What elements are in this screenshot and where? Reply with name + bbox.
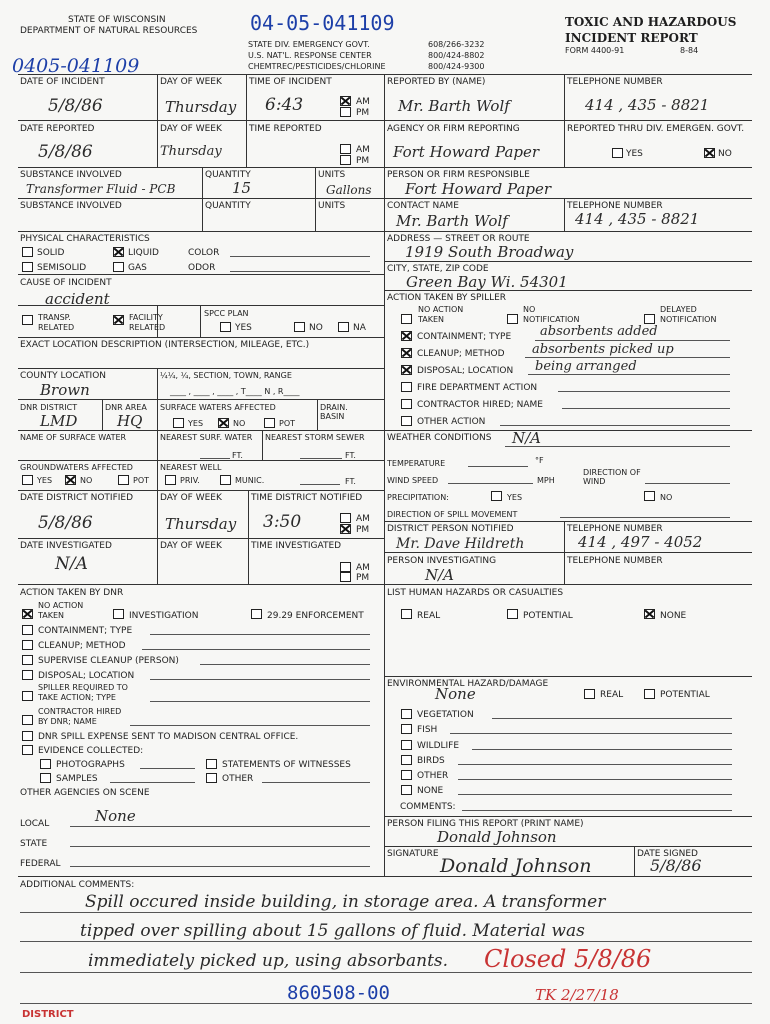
label-surface-water-name: NAME OF SURFACE WATER <box>20 433 127 442</box>
precip-no-checkbox[interactable] <box>644 491 655 501</box>
label-reported-by: REPORTED BY (NAME) <box>387 77 486 87</box>
label-county: COUNTY LOCATION <box>20 371 107 381</box>
semisolid-label: SEMISOLID <box>37 263 87 273</box>
form-title-2: INCIDENT REPORT <box>565 31 698 45</box>
comment-line-3: immediately picked up, using absorbants. <box>88 951 449 971</box>
investigation-checkbox[interactable] <box>113 609 124 619</box>
photographs-label: PHOTOGRAPHS <box>56 760 125 770</box>
label-cause: CAUSE OF INCIDENT <box>20 278 112 288</box>
evidence-label: EVIDENCE COLLECTED: <box>38 746 144 756</box>
am-checkbox-district[interactable] <box>340 513 351 523</box>
well-priv-label: PRIV. <box>180 476 200 485</box>
ground-pot-label: POT <box>133 476 150 485</box>
label-exact-location: EXACT LOCATION DESCRIPTION (INTERSECTION, MILEAGE, ETC.) <box>20 340 310 350</box>
supervise-cleanup-label: SUPERVISE CLEANUP (PERSON) <box>38 656 179 666</box>
form-date: 8-84 <box>680 46 699 55</box>
time-incident-value: 6:43 <box>265 95 304 115</box>
address-value: 1919 South Broadway <box>405 243 574 261</box>
fish-checkbox[interactable] <box>401 724 412 734</box>
contact-line-2: U.S. NAT'L. RESPONSE CENTER <box>248 51 372 60</box>
label-drain-basin: DRAIN. BASIN <box>320 403 348 421</box>
semisolid-checkbox[interactable] <box>22 262 33 272</box>
bottom-number-stamp: 860508-00 <box>287 982 390 1004</box>
dnr-expense-checkbox[interactable] <box>22 731 33 741</box>
surface-no-checkbox[interactable] <box>218 418 229 428</box>
evidence-other-checkbox[interactable] <box>206 773 217 783</box>
label-temperature: TEMPERATURE <box>387 459 446 468</box>
evidence-checkbox[interactable] <box>22 745 33 755</box>
containment-label: CONTAINMENT; TYPE <box>417 332 512 342</box>
label-federal: FEDERAL <box>20 859 61 869</box>
label-action-spiller: ACTION TAKEN BY SPILLER <box>387 293 507 303</box>
well-priv-checkbox[interactable] <box>165 475 176 485</box>
dnr-cleanup-checkbox[interactable] <box>22 640 33 650</box>
label-nearest-surf: NEAREST SURF. WATER <box>160 433 253 442</box>
label-env-hazard: ENVIRONMENTAL HAZARD/DAMAGE <box>387 679 549 689</box>
reported-by-value: Mr. Barth Wolf <box>398 97 510 115</box>
label-day-week-4: DAY OF WEEK <box>160 541 222 551</box>
human-none-label: NONE <box>660 611 687 621</box>
label-telephone-4: TELEPHONE NUMBER <box>567 556 663 566</box>
day-reported-value: Thursday <box>160 144 222 159</box>
label-quantity: QUANTITY <box>205 170 251 180</box>
label-units-2: UNITS <box>318 201 346 211</box>
env-potential-label: POTENTIAL <box>660 690 710 700</box>
time-district-notified-value: 3:50 <box>263 512 302 532</box>
contractor-dnr-label-2: BY DNR; NAME <box>38 717 97 726</box>
human-potential-checkbox[interactable] <box>507 609 518 619</box>
human-real-label: REAL <box>417 611 441 621</box>
facility-label-1: FACILITY <box>129 313 163 322</box>
birds-checkbox[interactable] <box>401 755 412 765</box>
spiller-no-action-checkbox[interactable] <box>401 314 412 324</box>
label-day-week-3: DAY OF WEEK <box>160 493 222 503</box>
precip-no-label: NO <box>660 493 673 502</box>
label-time-reported: TIME REPORTED <box>249 124 322 134</box>
div-emerg-no-checkbox[interactable] <box>704 148 715 158</box>
dnr-district-value: LMD <box>40 412 78 430</box>
label-person-responsible: PERSON OR FIRM RESPONSIBLE <box>387 170 530 180</box>
label-district-person: DISTRICT PERSON NOTIFIED <box>387 524 514 534</box>
surface-pot-label: POT <box>279 419 296 428</box>
other-action-label: OTHER ACTION <box>417 417 486 427</box>
env-real-checkbox[interactable] <box>584 689 595 699</box>
pm-label-4: PM <box>356 573 370 583</box>
label-units: UNITS <box>318 170 346 180</box>
containment-value: absorbents added <box>540 324 658 339</box>
env-other-label: OTHER <box>417 771 449 781</box>
fire-dept-label: FIRE DEPARTMENT ACTION <box>417 383 538 393</box>
ft-label-2: FT. <box>345 451 356 460</box>
solid-checkbox[interactable] <box>22 247 33 257</box>
spcc-yes-checkbox[interactable] <box>220 322 231 332</box>
label-surface-waters: SURFACE WATERS AFFECTED <box>160 403 276 412</box>
facility-label-2: RELATED <box>129 323 166 332</box>
am-label-2: AM <box>356 145 370 155</box>
env-hazard-value: None <box>435 685 476 703</box>
am-checkbox-investigated[interactable] <box>340 562 351 572</box>
agency-value: Fort Howard Paper <box>393 143 540 161</box>
label-other-agencies: OTHER AGENCIES ON SCENE <box>20 788 150 798</box>
cause-value: accident <box>45 290 110 308</box>
ground-yes-label: YES <box>37 476 53 485</box>
ground-pot-checkbox[interactable] <box>118 475 129 485</box>
spcc-na-checkbox[interactable] <box>338 322 349 332</box>
district-footer: DISTRICT <box>22 1009 74 1020</box>
statements-label: STATEMENTS OF WITNESSES <box>222 760 351 770</box>
ft-label-3: FT. <box>345 477 356 486</box>
spiller-required-label-2: TAKE ACTION; TYPE <box>38 693 116 702</box>
pm-checkbox-reported[interactable] <box>340 155 351 165</box>
label-groundwater: GROUNDWATERS AFFECTED <box>20 463 133 472</box>
fish-label: FISH <box>417 725 438 735</box>
dnr-containment-label: CONTAINMENT; TYPE <box>38 626 133 636</box>
phone-district-value: 414 , 497 - 4052 <box>578 533 703 551</box>
gas-label: GAS <box>128 263 147 273</box>
investigation-label: INVESTIGATION <box>129 611 199 621</box>
label-date-reported: DATE REPORTED <box>20 124 95 134</box>
ground-no-checkbox[interactable] <box>65 475 76 485</box>
label-direction-spill: DIRECTION OF SPILL MOVEMENT <box>387 510 518 519</box>
delayed-notification-label-1: DELAYED <box>660 305 697 314</box>
other-action-checkbox[interactable] <box>401 416 412 426</box>
label-wind-speed: WIND SPEED <box>387 476 439 485</box>
pm-label-3: PM <box>356 525 370 535</box>
wildlife-label: WILDLIFE <box>417 741 460 751</box>
signature-value: Donald Johnson <box>440 855 592 877</box>
label-physical: PHYSICAL CHARACTERISTICS <box>20 234 150 244</box>
dnr-containment-checkbox[interactable] <box>22 625 33 635</box>
label-nearest-storm: NEAREST STORM SEWER <box>265 433 365 442</box>
label-telephone-3: TELEPHONE NUMBER <box>567 524 663 534</box>
label-signature: SIGNATURE <box>387 849 439 859</box>
label-human-hazards: LIST HUMAN HAZARDS OR CASUALTIES <box>387 588 564 598</box>
photographs-checkbox[interactable] <box>40 759 51 769</box>
date-district-notified-value: 5/8/86 <box>38 513 93 533</box>
spcc-plan-label: SPCC PLAN <box>204 309 249 318</box>
label-date-investigated: DATE INVESTIGATED <box>20 541 112 551</box>
transp-label-1: TRANSP. <box>38 313 71 322</box>
contact-line-3: CHEMTREC/PESTICIDES/CHLORINE <box>248 62 386 71</box>
dnr-no-action-label-2: TAKEN <box>38 611 65 620</box>
phone-contact-value: 414 , 435 - 8821 <box>575 210 700 228</box>
closed-annotation: Closed 5/8/86 <box>484 945 652 973</box>
label-date-district-notified: DATE DISTRICT NOTIFIED <box>20 493 134 503</box>
transp-related-checkbox[interactable] <box>22 315 33 325</box>
surface-yes-label: YES <box>188 419 204 428</box>
form-number-stamp: 04-05-041109 <box>250 11 395 35</box>
well-munic-checkbox[interactable] <box>220 475 231 485</box>
contact-phone-3: 800/424-9300 <box>428 62 485 71</box>
color-label: COLOR <box>188 248 220 258</box>
delayed-notification-label-2: NOTIFICATION <box>660 315 717 324</box>
str-template: ____ , ____ , ____ , T____ N , R____ <box>170 387 300 396</box>
label-contact-name: CONTACT NAME <box>387 201 459 211</box>
local-agencies-value: None <box>95 807 136 825</box>
label-date-signed: DATE SIGNED <box>637 849 698 859</box>
label-direction-wind: DIRECTION OF WIND <box>583 468 641 486</box>
person-filing-value: Donald Johnson <box>437 828 557 846</box>
day-district-notified-value: Thursday <box>165 515 237 533</box>
div-emerg-yes-checkbox[interactable] <box>612 148 623 158</box>
cleanup-label: CLEANUP; METHOD <box>417 349 505 359</box>
phone-reporter-value: 414 , 435 - 8821 <box>585 96 710 114</box>
env-none-label: NONE <box>417 786 444 796</box>
human-none-checkbox[interactable] <box>644 609 655 619</box>
label-substance-2: SUBSTANCE INVOLVED <box>20 201 122 211</box>
pm-checkbox-incident[interactable] <box>340 107 351 117</box>
contact-phone-1: 608/266-3232 <box>428 40 485 49</box>
header-state: STATE OF WISCONSIN <box>68 15 166 25</box>
date-investigated-value: N/A <box>55 554 88 574</box>
samples-label: SAMPLES <box>56 774 98 784</box>
label-city: CITY, STATE, ZIP CODE <box>387 264 489 274</box>
label-local: LOCAL <box>20 819 50 829</box>
env-real-label: REAL <box>600 690 624 700</box>
label-day-week: DAY OF WEEK <box>160 77 222 87</box>
statements-checkbox[interactable] <box>206 759 217 769</box>
date-incident-value: 5/8/86 <box>48 96 103 116</box>
odor-label: ODOR <box>188 263 216 273</box>
label-comments: COMMENTS: <box>400 802 456 812</box>
facility-related-checkbox[interactable] <box>113 315 124 325</box>
dnr-area-value: HQ <box>117 412 143 430</box>
left-number-hw: 0405-041109 <box>12 55 140 77</box>
samples-checkbox[interactable] <box>40 773 51 783</box>
quantity-value: 15 <box>232 179 252 197</box>
env-potential-checkbox[interactable] <box>644 689 655 699</box>
solid-label: SOLID <box>37 248 65 258</box>
enforcement-label: 29.29 ENFORCEMENT <box>267 611 364 621</box>
label-action-dnr: ACTION TAKEN BY DNR <box>20 588 124 598</box>
dnr-no-action-label-1: NO ACTION <box>38 601 84 610</box>
substance-value: Transformer Fluid - PCB <box>26 182 176 196</box>
label-state: STATE <box>20 839 48 849</box>
cleanup-value: absorbents picked up <box>532 342 674 357</box>
label-day-week-2: DAY OF WEEK <box>160 124 222 134</box>
vegetation-label: VEGETATION <box>417 710 474 720</box>
label-date-incident: DATE OF INCIDENT <box>20 77 105 87</box>
spiller-required-label-1: SPILLER REQUIRED TO <box>38 683 128 692</box>
label-precipitation: PRECIPITATION: <box>387 493 449 502</box>
contractor-hired-label: CONTRACTOR HIRED; NAME <box>417 400 543 410</box>
ft-label-1: FT. <box>232 451 243 460</box>
ground-no-label: NO <box>80 476 93 485</box>
precip-yes-label: YES <box>507 493 523 502</box>
label-person-investigating: PERSON INVESTIGATING <box>387 556 497 566</box>
no-notification-checkbox[interactable] <box>507 314 518 324</box>
spcc-no-label: NO <box>309 323 323 333</box>
vegetation-checkbox[interactable] <box>401 709 412 719</box>
label-agency: AGENCY OR FIRM REPORTING <box>387 124 520 134</box>
contractor-dnr-label-1: CONTRACTOR HIRED <box>38 707 122 716</box>
label-reported-thru: REPORTED THRU DIV. EMERGEN. GOVT. <box>567 124 745 134</box>
containment-checkbox[interactable] <box>401 331 412 341</box>
label-time-incident: TIME OF INCIDENT <box>249 77 332 87</box>
disposal-label: DISPOSAL; LOCATION <box>417 366 514 376</box>
spcc-na-label: NA <box>353 323 366 333</box>
human-real-checkbox[interactable] <box>401 609 412 619</box>
district-person-value: Mr. Dave Hildreth <box>396 536 525 552</box>
label-telephone-1: TELEPHONE NUMBER <box>567 77 663 87</box>
dnr-disposal-label: DISPOSAL; LOCATION <box>38 671 135 681</box>
liquid-checkbox[interactable] <box>113 247 124 257</box>
spcc-no-checkbox[interactable] <box>294 322 305 332</box>
label-dnr-district: DNR DISTRICT <box>20 403 78 412</box>
am-label-3: AM <box>356 514 370 524</box>
form-id: FORM 4400-91 <box>565 46 625 55</box>
wildlife-checkbox[interactable] <box>401 740 412 750</box>
label-telephone-2: TELEPHONE NUMBER <box>567 201 663 211</box>
label-substance: SUBSTANCE INVOLVED <box>20 170 122 180</box>
birds-label: BIRDS <box>417 756 445 766</box>
county-value: Brown <box>40 381 90 399</box>
units-value: Gallons <box>326 183 372 197</box>
env-other-checkbox[interactable] <box>401 770 412 780</box>
surface-no-label: NO <box>233 419 246 428</box>
transp-label-2: RELATED <box>38 323 75 332</box>
label-additional-comments: ADDITIONAL COMMENTS: <box>20 880 135 890</box>
dnr-cleanup-label: CLEANUP; METHOD <box>38 641 126 651</box>
contractor-hired-checkbox[interactable] <box>401 399 412 409</box>
am-checkbox-incident[interactable] <box>340 96 351 106</box>
date-reported-value: 5/8/86 <box>38 142 93 162</box>
label-person-filing: PERSON FILING THIS REPORT (PRINT NAME) <box>387 819 584 829</box>
evidence-other-label: OTHER <box>222 774 254 784</box>
pm-checkbox-investigated[interactable] <box>340 572 351 582</box>
no-notification-label-2: NOTIFICATION <box>523 315 580 324</box>
comment-line-2: tipped over spilling about 15 gallons of fluid. Material was <box>80 921 585 941</box>
supervise-cleanup-checkbox[interactable] <box>22 655 33 665</box>
person-responsible-value: Fort Howard Paper <box>405 180 552 198</box>
precip-yes-checkbox[interactable] <box>491 491 502 501</box>
am-label-4: AM <box>356 563 370 573</box>
div-emerg-yes-label: YES <box>626 149 643 159</box>
date-signed-value: 5/8/86 <box>650 856 702 875</box>
label-quantity-2: QUANTITY <box>205 201 251 211</box>
disposal-value: being arranged <box>535 359 637 374</box>
no-action-label-1: NO ACTION <box>418 305 464 314</box>
deg-f-label: °F <box>535 456 544 465</box>
pm-label: PM <box>356 108 370 118</box>
spiller-required-checkbox[interactable] <box>22 691 33 701</box>
contact-name-value: Mr. Barth Wolf <box>396 212 508 230</box>
label-section-town: ¼¼, ¼, SECTION, TOWN, RANGE <box>160 371 292 380</box>
delayed-notification-checkbox[interactable] <box>644 314 655 324</box>
human-potential-label: POTENTIAL <box>523 611 573 621</box>
dnr-disposal-checkbox[interactable] <box>22 670 33 680</box>
disposal-checkbox[interactable] <box>401 365 412 375</box>
comment-line-1: Spill occured inside building, in storage area. A transformer <box>85 892 606 912</box>
env-none-checkbox[interactable] <box>401 785 412 795</box>
pm-checkbox-district[interactable] <box>340 524 351 534</box>
weather-value: N/A <box>512 429 542 447</box>
contractor-dnr-checkbox[interactable] <box>22 715 33 725</box>
label-dnr-area: DNR AREA <box>105 403 147 412</box>
fire-dept-checkbox[interactable] <box>401 382 412 392</box>
mph-label: MPH <box>537 476 555 485</box>
contact-line-1: STATE DIV. EMERGENCY GOVT. <box>248 40 370 49</box>
form-title-1: TOXIC AND HAZARDOUS <box>565 15 737 29</box>
person-investigating-value: N/A <box>425 566 455 584</box>
am-label: AM <box>356 97 370 107</box>
no-notification-label-1: NO <box>523 305 536 314</box>
well-munic-label: MUNIC. <box>235 476 265 485</box>
initials-annotation: TK 2/27/18 <box>535 986 619 1004</box>
dnr-no-action-checkbox[interactable] <box>22 609 33 619</box>
div-emerg-no-label: NO <box>718 149 732 159</box>
dnr-expense-label: DNR SPILL EXPENSE SENT TO MADISON CENTRAL OFFICE. <box>38 732 299 742</box>
pm-label-2: PM <box>356 156 370 166</box>
spcc-yes-label: YES <box>235 323 252 333</box>
contact-phone-2: 800/424-8802 <box>428 51 485 60</box>
label-nearest-well: NEAREST WELL <box>160 463 222 472</box>
label-address: ADDRESS — STREET OR ROUTE <box>387 234 530 244</box>
surface-pot-checkbox[interactable] <box>264 418 275 428</box>
label-time-district-notified: TIME DISTRICT NOTIFIED <box>251 493 363 503</box>
no-action-label-2: TAKEN <box>418 315 445 324</box>
liquid-label: LIQUID <box>128 248 159 258</box>
surface-yes-checkbox[interactable] <box>173 418 184 428</box>
enforcement-checkbox[interactable] <box>251 609 262 619</box>
ground-yes-checkbox[interactable] <box>22 475 33 485</box>
day-incident-value: Thursday <box>165 98 237 116</box>
am-checkbox-reported[interactable] <box>340 144 351 154</box>
label-time-investigated: TIME INVESTIGATED <box>251 541 342 551</box>
header-dept: DEPARTMENT OF NATURAL RESOURCES <box>20 26 198 36</box>
label-weather: WEATHER CONDITIONS <box>387 433 492 443</box>
cleanup-checkbox[interactable] <box>401 348 412 358</box>
city-value: Green Bay Wi. 54301 <box>406 273 568 291</box>
gas-checkbox[interactable] <box>113 262 124 272</box>
